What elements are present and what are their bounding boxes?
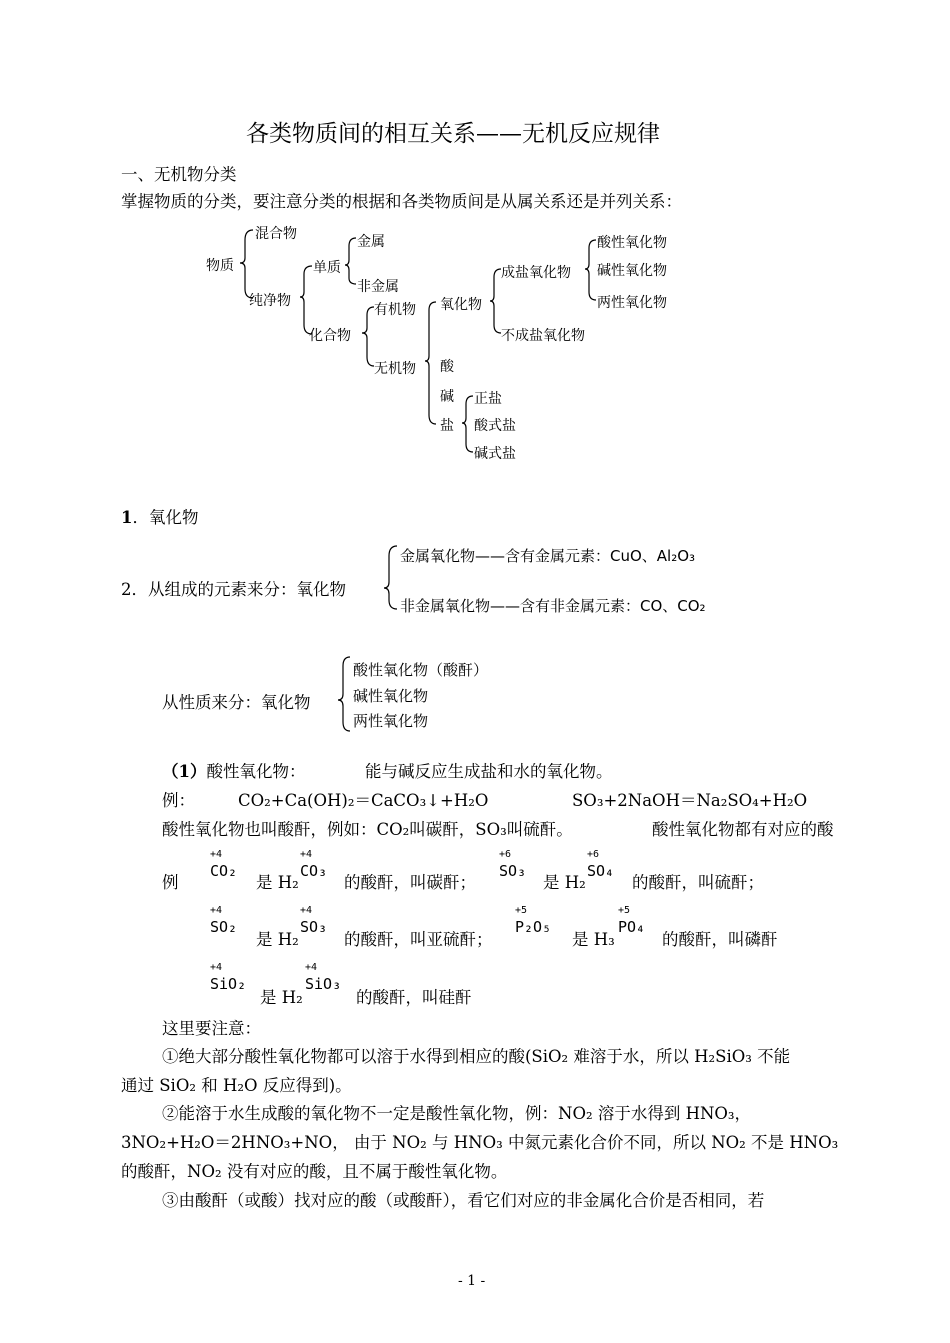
note-3a: ③由酸酐（或酸）找对应的酸（或酸酐），看它们对应的非金属化合价是否相同，若 <box>162 1191 765 1210</box>
page-number: - 1 - <box>458 1273 486 1289</box>
pair-description: 的酸酐，叫磷酐 <box>662 930 778 949</box>
equation-1: CO₂+Ca(OH)₂＝CaCO₃↓+H₂O <box>238 791 489 810</box>
tree-basic-oxide: 碱性氧化物 <box>597 263 667 279</box>
tree-salt-forming-oxide: 成盐氧化物 <box>501 265 571 281</box>
composition-label: 2．从组成的元素来分：氧化物 <box>121 580 346 599</box>
tree-metal: 金属 <box>357 234 385 250</box>
tree-amphoteric-oxide: 两性氧化物 <box>597 295 667 311</box>
note-2a: ②能溶于水生成酸的氧化物不一定是酸性氧化物，例：NO₂ 溶于水得到 HNO₃， <box>162 1104 752 1123</box>
example-label-2: 例 <box>162 873 179 892</box>
note-1a: ①绝大部分酸性氧化物都可以溶于水得到相应的酸(SiO₂ 难溶于水，所以 H₂SiO₃ 不能 <box>162 1047 791 1066</box>
acid-anhydride-line-2: 酸性氧化物都有对应的酸 <box>652 820 834 839</box>
prop-item-amphoteric: 两性氧化物 <box>353 712 429 730</box>
property-label: 从性质来分：氧化物 <box>162 693 311 712</box>
tree-pure: 纯净物 <box>249 293 291 309</box>
acid-formula: +4 CO₃ <box>300 849 328 880</box>
nonmetal-oxide-line: 非金属氧化物——含有非金属元素：CO、CO₂ <box>400 597 706 615</box>
tree-nonmetal: 非金属 <box>357 279 399 295</box>
section-heading: 一、无机物分类 <box>121 165 237 184</box>
tree-basic-salt: 碱式盐 <box>474 446 516 462</box>
oxide-formula: +5 P₂O₅ <box>515 905 552 936</box>
is-acid-prefix: 是 H₂ <box>543 873 586 892</box>
note-1b: 通过 SiO₂ 和 H₂O 反应得到)。 <box>121 1076 352 1095</box>
page-title: 各类物质间的相互关系——无机反应规律 <box>246 121 660 147</box>
tree-root: 物质 <box>206 258 234 274</box>
prop-item-basic: 碱性氧化物 <box>353 687 429 705</box>
tree-organic: 有机物 <box>374 302 416 318</box>
oxides-number: 1 <box>121 508 133 527</box>
section-intro: 掌握物质的分类，要注意分类的根据和各类物质间是从属关系还是并列关系： <box>121 192 682 211</box>
tree-acid: 酸 <box>440 359 454 375</box>
tree-element: 单质 <box>313 260 341 276</box>
example-label: 例： <box>162 791 195 810</box>
tree-non-salt-forming-oxide: 不成盐氧化物 <box>501 328 585 344</box>
tree-acid-salt: 酸式盐 <box>474 418 516 434</box>
acid-formula: +4 SO₃ <box>300 905 328 936</box>
pair-description: 的酸酐，叫碳酐； <box>344 873 476 892</box>
acidic-heading-text: 酸性氧化物： <box>206 762 306 781</box>
note-2c: 的酸酐，NO₂ 没有对应的酸，且不属于酸性氧化物。 <box>121 1162 508 1181</box>
equation-2: SO₃+2NaOH＝Na₂SO₄+H₂O <box>572 791 808 810</box>
acid-formula: +5 PO₄ <box>618 905 646 936</box>
is-acid-prefix: 是 H₂ <box>256 930 299 949</box>
note-2b: 3NO₂+H₂O＝2HNO₃+NO， 由于 NO₂ 与 HNO₃ 中氮元素化合价不同，所以 NO₂ 不是 HNO₃ <box>121 1133 839 1152</box>
metal-oxide-line: 金属氧化物——含有金属元素：CuO、Al₂O₃ <box>400 547 696 565</box>
oxide-formula: +4 CO₂ <box>210 849 238 880</box>
is-acid-prefix: 是 H₂ <box>260 988 303 1007</box>
tree-salt: 盐 <box>440 418 454 434</box>
tree-compound: 化合物 <box>309 328 351 344</box>
acid-formula: +4 SiO₃ <box>305 962 342 993</box>
pair-description: 的酸酐，叫亚硫酐； <box>344 930 493 949</box>
acidic-number: （1） <box>162 762 207 781</box>
oxide-formula: +4 SiO₂ <box>210 962 247 993</box>
oxides-heading-text: ．氧化物 <box>132 508 199 527</box>
prop-item-acidic: 酸性氧化物（酸酐） <box>353 661 489 679</box>
acid-formula: +6 SO₄ <box>587 849 615 880</box>
acidic-definition: 能与碱反应生成盐和水的氧化物。 <box>365 762 613 781</box>
is-acid-prefix: 是 H₂ <box>256 873 299 892</box>
acid-anhydride-line: 酸性氧化物也叫酸酐，例如：CO₂叫碳酐，SO₃叫硫酐。 <box>162 820 573 839</box>
tree-normal-salt: 正盐 <box>474 391 502 407</box>
tree-acidic-oxide: 酸性氧化物 <box>597 235 667 251</box>
pair-description: 的酸酐，叫硅酐 <box>356 988 472 1007</box>
oxide-formula: +6 SO₃ <box>499 849 527 880</box>
acidic-heading <box>162 762 305 782</box>
oxides-heading <box>121 508 198 528</box>
tree-oxide: 氧化物 <box>440 297 482 313</box>
tree-mixture: 混合物 <box>255 226 297 242</box>
tree-base: 碱 <box>440 389 454 405</box>
note-heading: 这里要注意： <box>162 1019 261 1038</box>
tree-inorganic: 无机物 <box>374 361 416 377</box>
pair-description: 的酸酐，叫硫酐； <box>632 873 764 892</box>
is-acid-prefix: 是 H₃ <box>572 930 615 949</box>
oxide-formula: +4 SO₂ <box>210 905 238 936</box>
